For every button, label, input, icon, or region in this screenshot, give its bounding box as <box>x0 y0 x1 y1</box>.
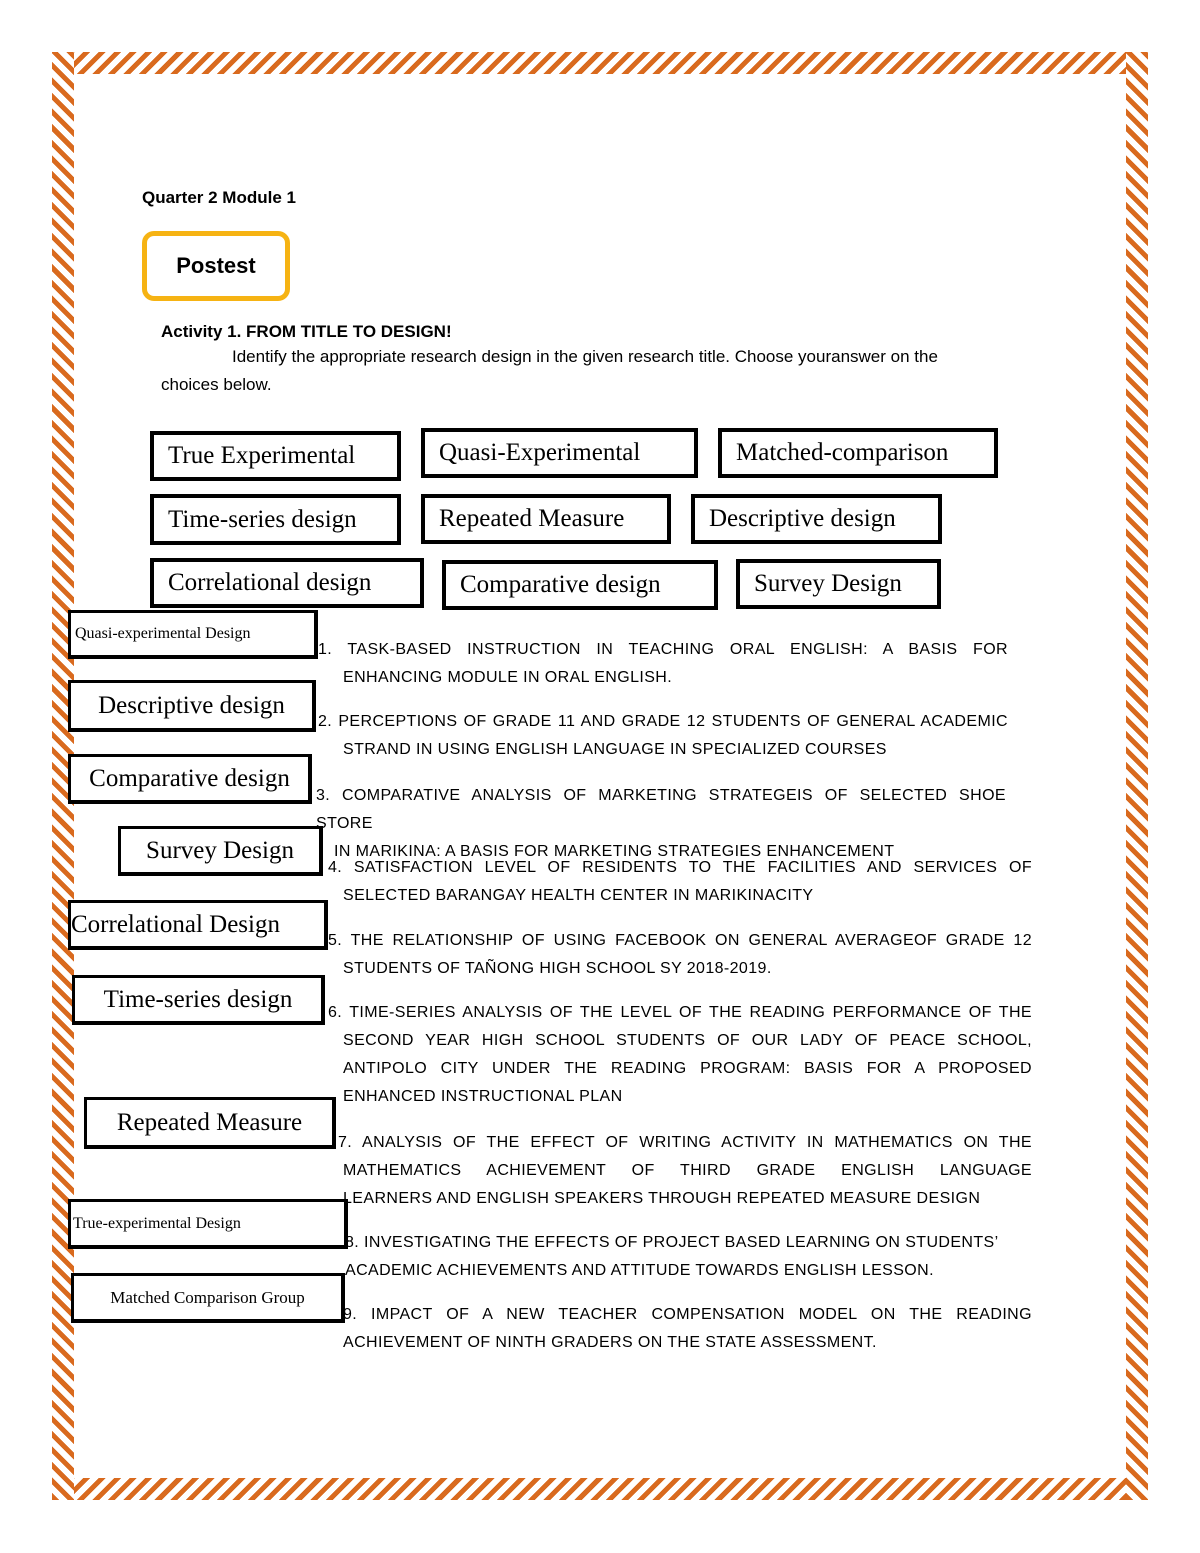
question-number: 7. <box>338 1134 353 1151</box>
module-title: Quarter 2 Module 1 <box>142 188 296 207</box>
question-line: LEARNERS AND ENGLISH SPEAKERS THROUGH REPEATED MEASURE DESIGN <box>343 1190 981 1207</box>
question-1 <box>318 636 1008 692</box>
page-border-top <box>52 52 1148 74</box>
question-number: 2. <box>318 713 333 730</box>
question-line <box>316 782 1006 838</box>
answer-5: Correlational Design <box>68 900 328 950</box>
answer-6: Time-series design <box>72 975 325 1025</box>
question-line <box>345 1229 1032 1257</box>
question-text: THE RELATIONSHIP OF USING FACEBOOK ON GENERAL AVERAGEOF GRADE 12 <box>350 932 1032 949</box>
answer-2: Descriptive design <box>68 680 316 732</box>
question-line: SELECTED BARANGAY HEALTH CENTER IN MARIKINACITY <box>343 887 814 904</box>
question-line: MATHEMATICS ACHIEVEMENT OF THIRD GRADE ENGLISH LANGUAGE <box>343 1162 1032 1179</box>
choice-repeated-measure: Repeated Measure <box>421 494 671 544</box>
question-9 <box>343 1301 1032 1357</box>
question-number: 4. <box>328 859 343 876</box>
instruction-line-2: choices below. <box>161 375 272 394</box>
question-7 <box>338 1129 1032 1213</box>
choice-survey: Survey Design <box>736 559 941 609</box>
question-line: IN MARIKINA: A BASIS FOR MARKETING STRATEGIES ENHANCEMENT <box>334 843 895 860</box>
question-text: SATISFACTION LEVEL OF RESIDENTS TO THE FACILITIES AND SERVICES OF <box>353 859 1032 876</box>
choice-matched-comparison: Matched-comparison <box>718 428 998 478</box>
choice-descriptive: Descriptive design <box>691 494 942 544</box>
question-text: INVESTIGATING THE EFFECTS OF PROJECT BASED LEARNING ON STUDENTS’ <box>364 1234 999 1251</box>
choice-true-experimental: True Experimental <box>150 431 401 481</box>
question-text: PERCEPTIONS OF GRADE 11 AND GRADE 12 STUDENTS OF GENERAL ACADEMIC <box>338 713 1008 730</box>
question-6 <box>328 999 1032 1111</box>
choice-correlational: Correlational design <box>150 558 424 608</box>
question-line: ACHIEVEMENT OF NINTH GRADERS ON THE STATE ASSESSMENT. <box>343 1334 877 1351</box>
page-border-bottom <box>52 1478 1148 1500</box>
question-line: ACADEMIC ACHIEVEMENTS AND ATTITUDE TOWARDS ENGLISH LESSON. <box>345 1262 934 1279</box>
answer-9: Matched Comparison Group <box>71 1273 345 1323</box>
question-number: 3. <box>316 787 331 804</box>
answer-4: Survey Design <box>118 826 323 876</box>
question-line: ENHANCED INSTRUCTIONAL PLAN <box>343 1088 623 1105</box>
question-line: ANTIPOLO CITY UNDER THE READING PROGRAM: BASIS FOR A PROPOSED <box>343 1060 1032 1077</box>
choice-quasi-experimental: Quasi-Experimental <box>421 428 698 478</box>
answer-7: Repeated Measure <box>84 1097 336 1149</box>
question-number: 1. <box>318 641 333 658</box>
question-text: TIME-SERIES ANALYSIS OF THE LEVEL OF THE READING PERFORMANCE OF THE <box>349 1004 1032 1021</box>
question-number: 6. <box>328 1004 343 1021</box>
question-line <box>338 1129 1032 1157</box>
question-8 <box>345 1229 1032 1285</box>
answer-1: Quasi-experimental Design <box>68 610 318 659</box>
instruction-line-1: Identify the appropriate research design in the given research title. Choose youranswer on the <box>232 347 938 366</box>
postest-label: Postest <box>176 253 256 278</box>
question-line: STUDENTS OF TAÑONG HIGH SCHOOL SY 2018-2019. <box>343 960 772 977</box>
page-border-right <box>1126 52 1148 1500</box>
question-line <box>318 708 1008 736</box>
question-line <box>328 999 1032 1027</box>
question-4 <box>328 854 1032 910</box>
question-text: IMPACT OF A NEW TEACHER COMPENSATION MODEL ON THE READING <box>371 1306 1032 1323</box>
answer-8: True-experimental Design <box>68 1199 348 1249</box>
question-line: STRAND IN USING ENGLISH LANGUAGE IN SPECIALIZED COURSES <box>343 741 887 758</box>
question-line: SECOND YEAR HIGH SCHOOL STUDENTS OF OUR LADY OF PEACE SCHOOL, <box>343 1032 1032 1049</box>
question-line <box>328 854 1032 882</box>
question-number: 9. <box>343 1306 358 1323</box>
choice-time-series: Time-series design <box>150 494 401 545</box>
question-text: ANALYSIS OF THE EFFECT OF WRITING ACTIVITY IN MATHEMATICS ON THE <box>362 1134 1033 1151</box>
question-number: 8. <box>345 1234 360 1251</box>
question-5 <box>328 927 1032 983</box>
question-line <box>343 1301 1032 1329</box>
question-number: 5. <box>328 932 343 949</box>
question-text: COMPARATIVE ANALYSIS OF MARKETING STRATEGEIS OF SELECTED SHOE STORE <box>316 787 1006 832</box>
postest-badge <box>142 231 290 301</box>
question-line: ENHANCING MODULE IN ORAL ENGLISH. <box>343 669 673 686</box>
answer-3: Comparative design <box>68 754 312 804</box>
question-2 <box>318 708 1008 764</box>
question-text: TASK-BASED INSTRUCTION IN TEACHING ORAL ENGLISH: A BASIS FOR <box>347 641 1008 658</box>
activity-title: Activity 1. FROM TITLE TO DESIGN! <box>161 322 452 341</box>
choice-comparative: Comparative design <box>442 560 718 610</box>
question-line <box>318 636 1008 664</box>
question-line <box>328 927 1032 955</box>
